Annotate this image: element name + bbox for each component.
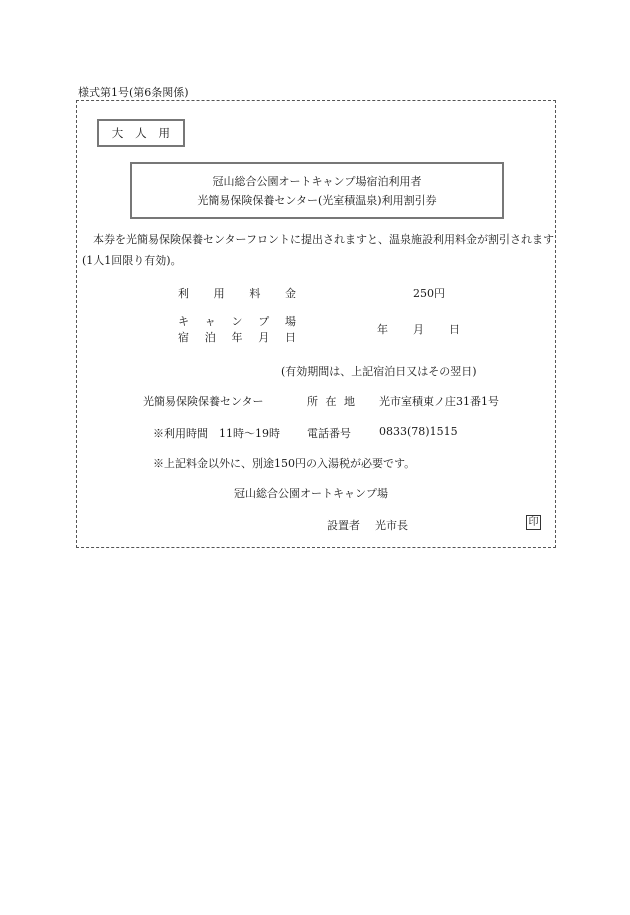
stay-label-char: 日: [285, 331, 296, 344]
location-value: 光市室積東ノ庄31番1号: [379, 395, 499, 408]
founder-value: 光市長: [375, 519, 408, 532]
stay-label-char: 場: [285, 315, 296, 328]
fee-label-char: 金: [284, 287, 296, 300]
validity-note: (有効期間は、上記宿泊日又はその翌日): [281, 365, 477, 378]
stay-label-char: 月: [258, 331, 270, 344]
category-label: 大 人 用: [111, 126, 171, 140]
seal-mark: 印: [528, 516, 539, 528]
fee-label-char: 用: [213, 287, 225, 300]
stay-label-char: キ: [178, 315, 189, 328]
founder-label: 設置者: [327, 519, 360, 532]
seal-stamp: [526, 515, 541, 530]
category-box: [97, 119, 185, 147]
form-number: 様式第1号(第6条関係): [78, 86, 189, 99]
phone-value: 0833(78)1515: [379, 425, 458, 438]
discount-coupon: [76, 100, 556, 548]
stay-label-line-2: [178, 329, 296, 345]
title-line-1: 冠山総合公園オートキャンプ場宿泊利用者: [212, 174, 422, 188]
campground-name: 冠山総合公園オートキャンプ場: [234, 487, 388, 500]
fee-label: [178, 285, 296, 301]
fee-label-char: 利: [178, 287, 189, 300]
stay-date-year: 年: [377, 323, 388, 336]
location-label-char: 在: [325, 395, 337, 408]
stay-label-char: ン: [231, 315, 243, 328]
title-line-2: 光簡易保険保養センター(光室積温泉)利用割引券: [197, 193, 437, 207]
stay-label-char: 宿: [178, 331, 189, 344]
title-box: [130, 162, 504, 219]
stay-date-day: 日: [449, 323, 460, 336]
intro-text: 本券を光簡易保険保養センターフロントに提出されますと、温泉施設利用料金が割引されます(1人1回限り有効)。: [82, 233, 555, 267]
stay-date-month: 月: [413, 323, 424, 336]
stay-label-char: ャ: [204, 315, 216, 328]
phone-label: 電話番号: [307, 427, 351, 440]
location-label-char: 地: [344, 395, 355, 408]
opening-hours: ※利用時間 11時〜19時: [153, 427, 280, 440]
stay-date-field: [377, 321, 460, 337]
bath-tax-note: ※上記料金以外に、別途150円の入湯税が必要です。: [153, 457, 416, 470]
location-label: [307, 393, 355, 409]
location-label-char: 所: [307, 395, 318, 408]
stay-label-line-1: [178, 313, 296, 329]
fee-label-char: 料: [249, 287, 261, 300]
stay-label-char: 泊: [204, 331, 216, 344]
stay-label-char: プ: [258, 315, 270, 328]
stay-label-char: 年: [231, 331, 243, 344]
fee-value: 250円: [413, 287, 445, 300]
center-name: 光簡易保険保養センター: [143, 395, 264, 408]
